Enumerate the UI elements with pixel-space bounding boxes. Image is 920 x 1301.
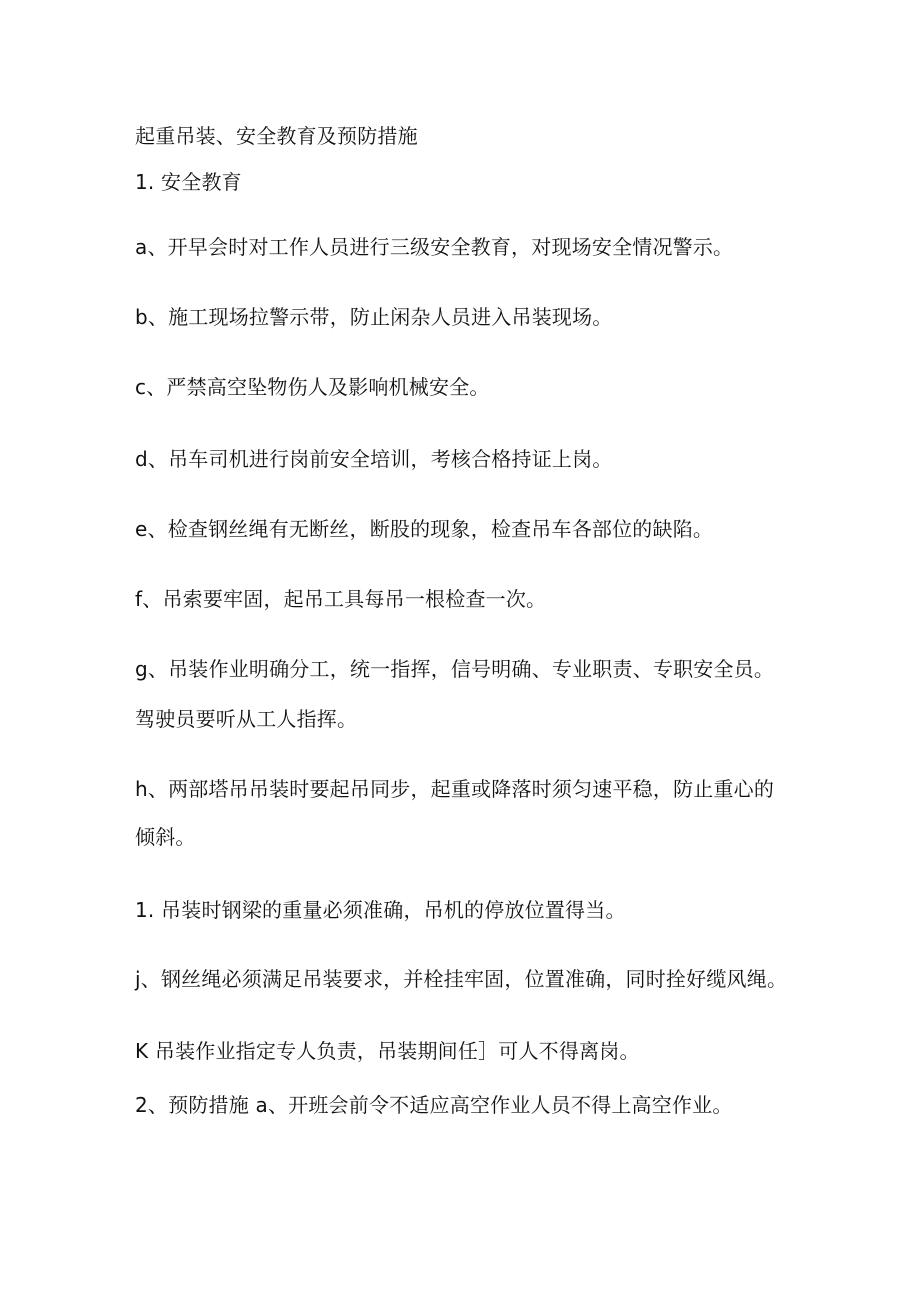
paragraph-line: h、两部塔吊吊装时要起吊同步，起重或降落时须匀速平稳，防止重心的 bbox=[135, 777, 775, 801]
paragraph-line: b、施工现场拉警示带，防止闲杂人员进入吊装现场。 bbox=[135, 305, 613, 329]
paragraph-line: e、检查钢丝绳有无断丝，断股的现象，检查吊车各部位的缺陷。 bbox=[135, 517, 714, 541]
section-heading-prevention-measures: 2、预防措施 a、开班会前令不适应高空作业人员不得上高空作业。 bbox=[135, 1093, 733, 1117]
paragraph-line: c、严禁高空坠物伤人及影响机械安全。 bbox=[135, 375, 490, 399]
paragraph-line: j、钢丝绳必须满足吊装要求，并栓挂牢固，位置准确，同时拴好缆风绳。 bbox=[135, 967, 788, 991]
paragraph-line: 1. 吊装时钢梁的重量必须准确，吊机的停放位置得当。 bbox=[135, 898, 626, 922]
section-heading-safety-education: 1. 安全教育 bbox=[135, 170, 242, 194]
paragraph-line: 倾斜。 bbox=[135, 825, 196, 849]
document-title: 起重吊装、安全教育及预防措施 bbox=[135, 124, 418, 148]
paragraph-line: K 吊装作业指定专人负责，吊装期间任］可人不得离岗。 bbox=[135, 1039, 640, 1063]
paragraph-line: a、开早会时对工作人员进行三级安全教育，对现场安全情况警示。 bbox=[135, 235, 734, 259]
paragraph-line: f、吊索要牢固，起吊工具每吊一根检查一次。 bbox=[135, 587, 547, 611]
paragraph-line: d、吊车司机进行岗前安全培训，考核合格持证上岗。 bbox=[135, 447, 613, 471]
paragraph-line: g、吊装作业明确分工，统一指挥，信号明确、专业职责、专职安全员。 bbox=[135, 657, 775, 681]
paragraph-line: 驾驶员要听从工人指挥。 bbox=[135, 707, 358, 731]
